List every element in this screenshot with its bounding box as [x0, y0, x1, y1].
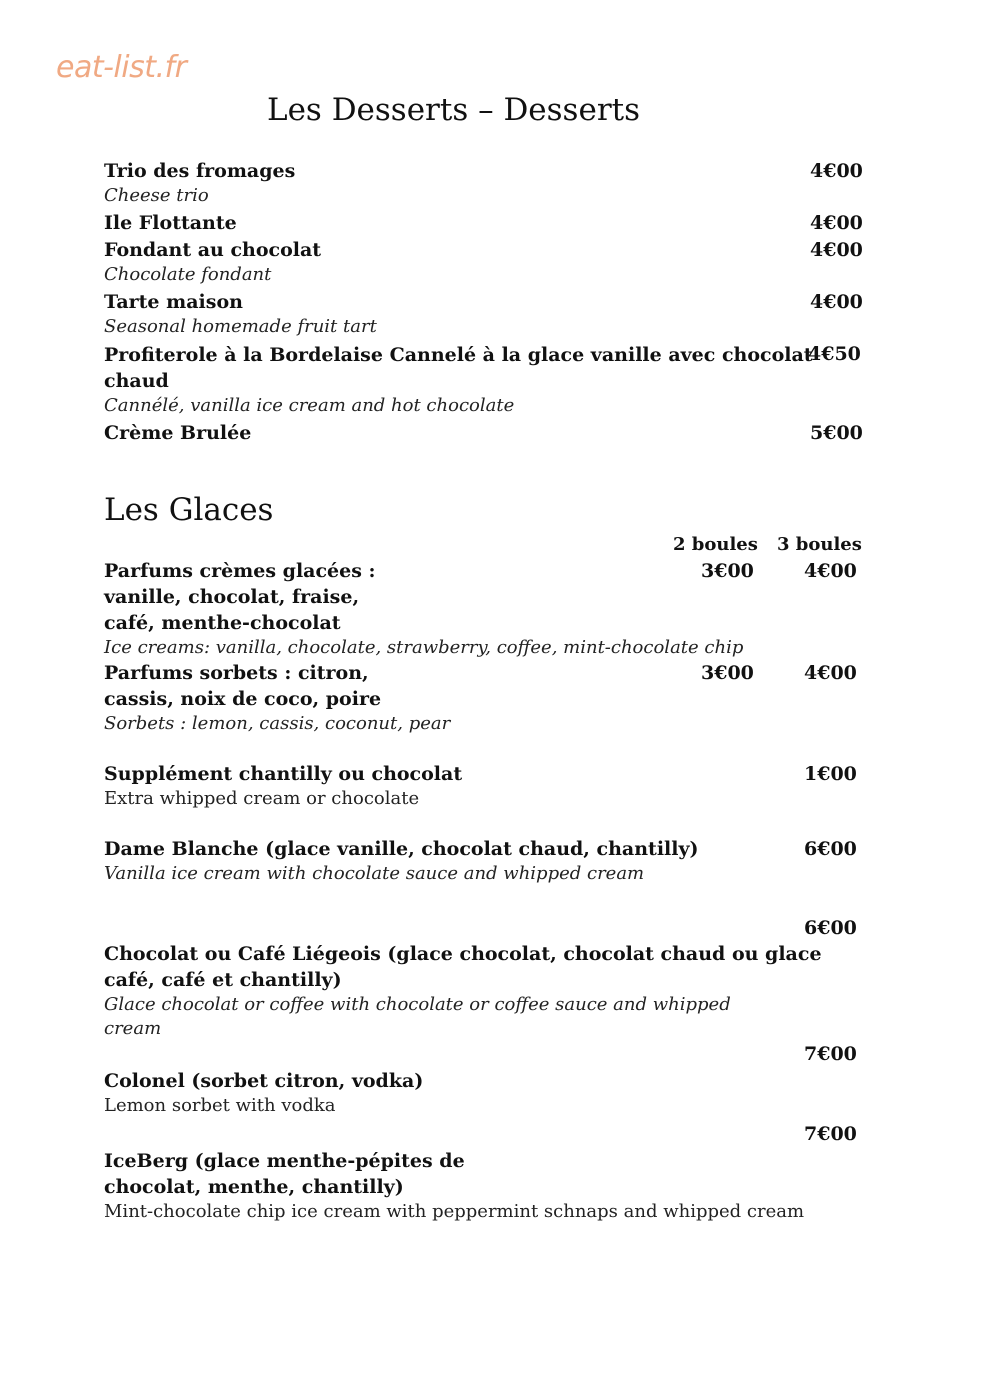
dessert-price: 5€00 — [810, 422, 863, 444]
price-2-boules: 3€00 — [701, 662, 754, 684]
dessert-price: 4€00 — [810, 160, 863, 182]
dessert-name: Profiterole à la Bordelaise Cannelé à la glace vanille avec chocolat — [104, 344, 813, 366]
iceberg-name-continued: chocolat, menthe, chantilly) — [104, 1176, 404, 1198]
ice-cream-flavours-line: café, menthe-chocolat — [104, 612, 341, 634]
dessert-price: 4€00 — [810, 291, 863, 313]
dessert-name: Ile Flottante — [104, 212, 237, 234]
liegeois-name-continued: café, café et chantilly) — [104, 969, 342, 991]
dessert-price: 4€00 — [810, 212, 863, 234]
dessert-price: 4€00 — [810, 239, 863, 261]
watermark-logo: eat-list.fr — [56, 50, 187, 85]
dessert-description: Seasonal homemade fruit tart — [104, 316, 377, 337]
ice-cream-description: Ice creams: vanilla, chocolate, strawberry, coffee, mint-chocolate chip — [104, 637, 744, 658]
supplement-description: Extra whipped cream or chocolate — [104, 788, 420, 809]
supplement-price: 1€00 — [804, 763, 857, 785]
dessert-description: Chocolate fondant — [104, 264, 272, 285]
column-header-2-boules: 2 boules — [673, 534, 758, 555]
iceberg-price: 7€00 — [804, 1123, 857, 1145]
dessert-price: 4€50 — [808, 343, 861, 365]
price-3-boules: 4€00 — [804, 560, 857, 582]
iceberg-name: IceBerg (glace menthe-pépites de — [104, 1150, 465, 1172]
dessert-name: Tarte maison — [104, 291, 243, 313]
dessert-description: Cheese trio — [104, 185, 209, 206]
dame-blanche-name: Dame Blanche (glace vanille, chocolat chaud, chantilly) — [104, 838, 699, 860]
sorbet-flavours-line: cassis, noix de coco, poire — [104, 688, 382, 710]
colonel-description: Lemon sorbet with vodka — [104, 1095, 336, 1116]
dessert-name-continued: chaud — [104, 370, 169, 392]
desserts-title: Les Desserts – Desserts — [267, 92, 640, 128]
colonel-name: Colonel (sorbet citron, vodka) — [104, 1070, 424, 1092]
column-header-3-boules: 3 boules — [777, 534, 862, 555]
supplement-name: Supplément chantilly ou chocolat — [104, 763, 463, 785]
iceberg-description: Mint-chocolate chip ice cream with peppermint schnaps and whipped cream — [104, 1201, 805, 1222]
dame-blanche-price: 6€00 — [804, 838, 857, 860]
colonel-price: 7€00 — [804, 1043, 857, 1065]
liegeois-description-continued: cream — [104, 1018, 162, 1039]
liegeois-name: Chocolat ou Café Liégeois (glace chocolat, chocolat chaud ou glace — [104, 943, 822, 965]
dessert-name: Crème Brulée — [104, 422, 252, 444]
glaces-title: Les Glaces — [104, 492, 274, 528]
ice-cream-flavours: Parfums crèmes glacées : — [104, 560, 376, 582]
ice-cream-flavours-line: vanille, chocolat, fraise, — [104, 586, 360, 608]
sorbet-description: Sorbets : lemon, cassis, coconut, pear — [104, 713, 451, 734]
liegeois-price: 6€00 — [804, 917, 857, 939]
dessert-name: Fondant au chocolat — [104, 239, 322, 261]
dame-blanche-description: Vanilla ice cream with chocolate sauce and whipped cream — [104, 863, 645, 884]
dessert-name: Trio des fromages — [104, 160, 296, 182]
liegeois-description: Glace chocolat or coffee with chocolate or coffee sauce and whipped — [104, 994, 731, 1015]
dessert-description: Cannélé, vanilla ice cream and hot chocolate — [104, 395, 515, 416]
sorbet-flavours: Parfums sorbets : citron, — [104, 662, 369, 684]
price-3-boules: 4€00 — [804, 662, 857, 684]
price-2-boules: 3€00 — [701, 560, 754, 582]
